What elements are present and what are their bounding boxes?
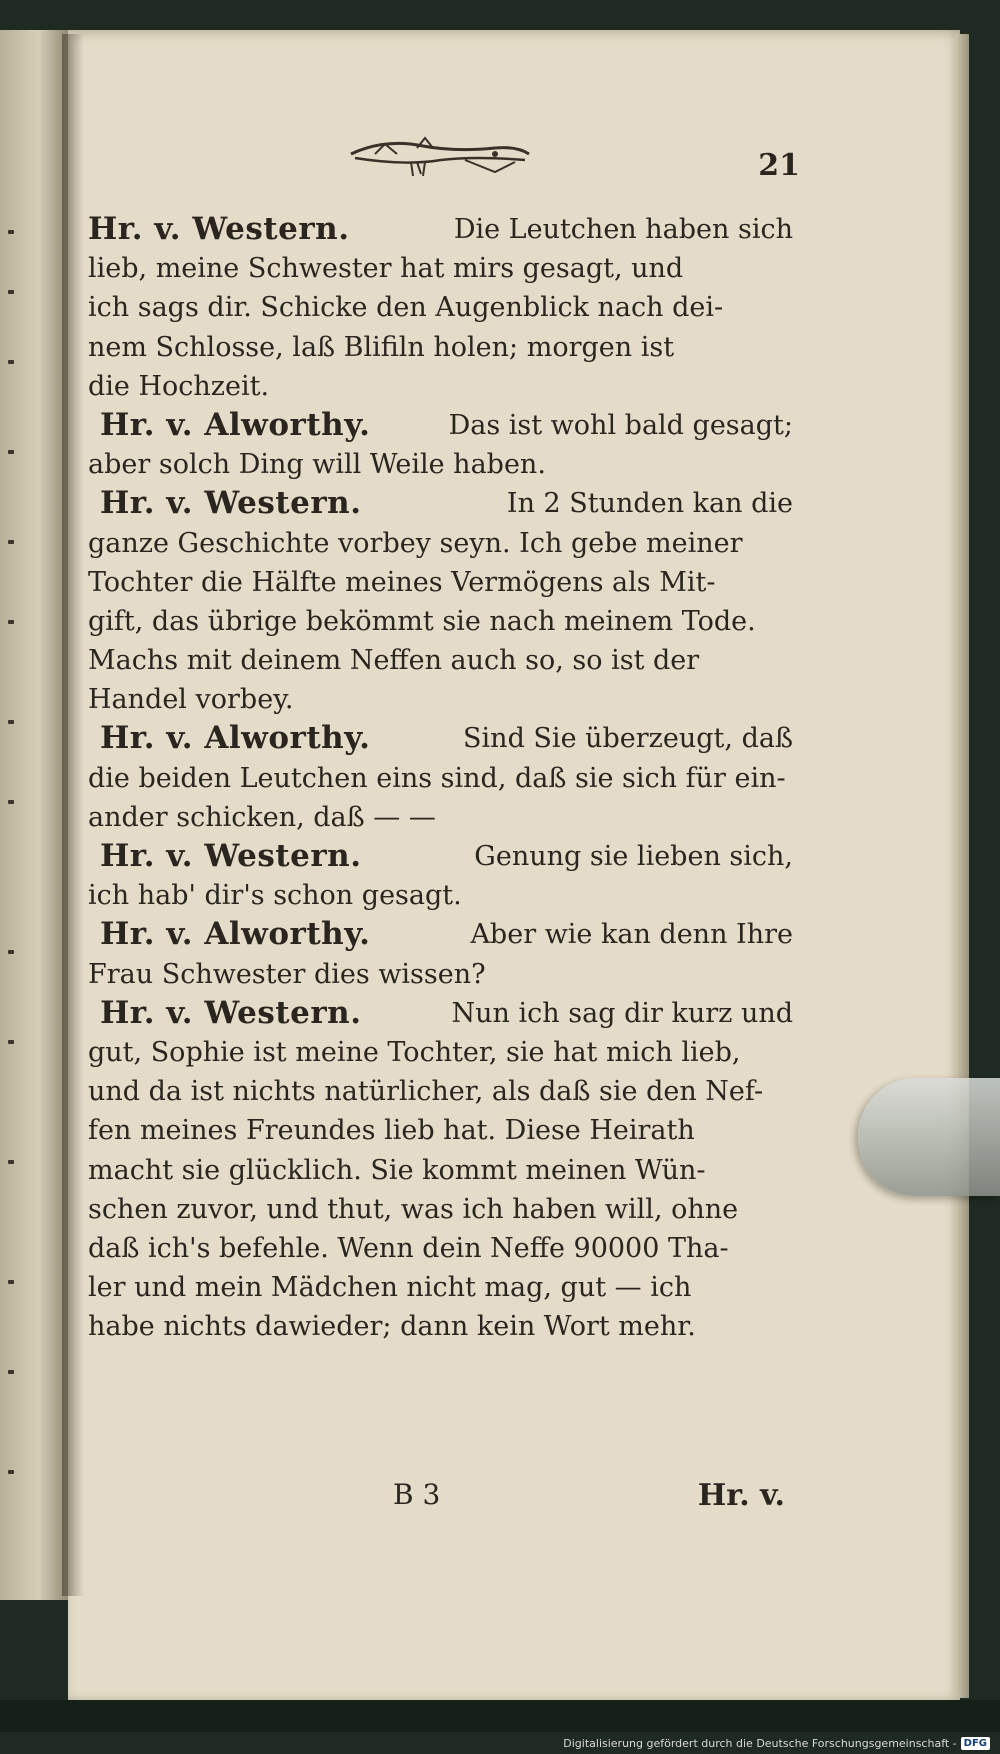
catchword: Hr. v. — [697, 1478, 785, 1513]
text-line: Frau Schwester dies wissen? — [88, 958, 486, 990]
text-line: aber solch Ding will Weile haben. — [88, 449, 546, 481]
text-line: ich hab' dir's schon gesagt. — [88, 880, 462, 912]
line-text: Aber wie kan denn Ihre — [470, 919, 793, 951]
spine-shadow — [62, 34, 84, 1596]
text-line: schen zuvor, und thut, was ich haben will, ohne — [88, 1193, 739, 1225]
left-page-edge — [0, 30, 70, 1600]
text-line: ganze Geschichte vorbey seyn. Ich gebe meiner — [88, 527, 743, 559]
speaker-name: Hr. v. Western. — [88, 211, 350, 247]
line-text: Genung sie lieben sich, — [474, 841, 793, 872]
text-line — [88, 719, 793, 758]
left-page-mark — [8, 1280, 14, 1284]
left-page-mark — [8, 1470, 14, 1474]
text-line: habe nichts dawieder; dann kein Wort mehr. — [88, 1311, 696, 1343]
credit-text: Digitalisierung gefördert durch die Deutsche Forschungsgemeinschaft - — [563, 1736, 957, 1750]
left-page-mark — [8, 360, 14, 364]
page-right-edge — [955, 34, 969, 1698]
speaker-name: Hr. v. Western. — [100, 838, 362, 874]
speaker-name: Hr. v. Alworthy. — [100, 406, 371, 443]
speaker-name: Hr. v. Western. — [100, 994, 362, 1031]
text-line: Handel vorbey. — [88, 684, 294, 716]
line-text: Nun ich sag dir kurz und — [451, 997, 793, 1029]
text-line: Tochter die Hälfte meines Vermögens als Mit- — [88, 566, 716, 598]
left-page-mark — [8, 720, 14, 724]
left-page-mark — [8, 1370, 14, 1374]
left-page-mark — [8, 620, 14, 624]
speaker-name: Hr. v. Alworthy. — [100, 916, 371, 953]
text-line: nem Schlosse, laß Blifiln holen; morgen ist — [88, 331, 675, 363]
text-line: und da ist nichts natürlicher, als daß sie den Nef- — [88, 1076, 764, 1108]
left-page-mark — [8, 800, 14, 804]
text-line: ler und mein Mädchen nicht mag, gut — ich — [88, 1272, 692, 1304]
text-line — [88, 210, 793, 249]
text-line: ich sags dir. Schicke den Augenblick nach dei- — [88, 292, 724, 324]
text-line: die beiden Leutchen eins sind, daß sie sich für ein- — [88, 762, 786, 794]
line-text: Die Leutchen haben sich — [453, 214, 793, 245]
left-page-mark — [8, 1160, 14, 1164]
text-line: gut, Sophie ist meine Tochter, sie hat mich lieb, — [88, 1036, 741, 1068]
text-line: fen meines Freundes lieb hat. Diese Heirath — [88, 1115, 695, 1147]
left-page-mark — [8, 290, 14, 294]
digitization-credit — [563, 1733, 990, 1753]
text-line: daß ich's befehle. Wenn dein Neffe 90000 Tha- — [88, 1232, 729, 1264]
speaker-name: Hr. v. Western. — [100, 485, 362, 522]
left-page-mark — [8, 540, 14, 544]
text-line: gift, das übrige bekömmt sie nach meinem Tode. — [88, 605, 756, 637]
dfg-logo-icon: DFG — [961, 1737, 990, 1750]
text-line: macht sie glücklich. Sie kommt meinen Wün- — [88, 1154, 706, 1186]
line-text: In 2 Stunden kan die — [506, 488, 793, 520]
text-line — [88, 484, 793, 523]
left-page-mark — [8, 230, 14, 234]
text-line: die Hochzeit. — [88, 370, 270, 402]
line-text: Das ist wohl bald gesagt; — [448, 409, 793, 441]
text-line: ander schicken, daß — — — [88, 801, 436, 833]
line-text: Sind Sie überzeugt, daß — [463, 723, 793, 755]
text-line — [88, 915, 793, 954]
text-block — [88, 210, 793, 1346]
text-line: lieb, meine Schwester hat mirs gesagt, und — [88, 253, 684, 285]
page-number: 21 — [758, 148, 800, 183]
page-footer — [88, 1478, 793, 1518]
header-ornament-icon — [345, 132, 535, 182]
bottom-band — [0, 1700, 1000, 1732]
left-page-mark — [8, 950, 14, 954]
speaker-name: Hr. v. Alworthy. — [100, 720, 371, 757]
text-line — [88, 837, 793, 876]
text-line — [88, 406, 793, 445]
left-page-mark — [8, 1040, 14, 1044]
text-line — [88, 994, 793, 1033]
left-page-mark — [8, 450, 14, 454]
text-line: Machs mit deinem Neffen auch so, so ist der — [88, 645, 700, 677]
page-clip — [858, 1078, 1000, 1196]
signature-mark: B 3 — [393, 1478, 441, 1511]
